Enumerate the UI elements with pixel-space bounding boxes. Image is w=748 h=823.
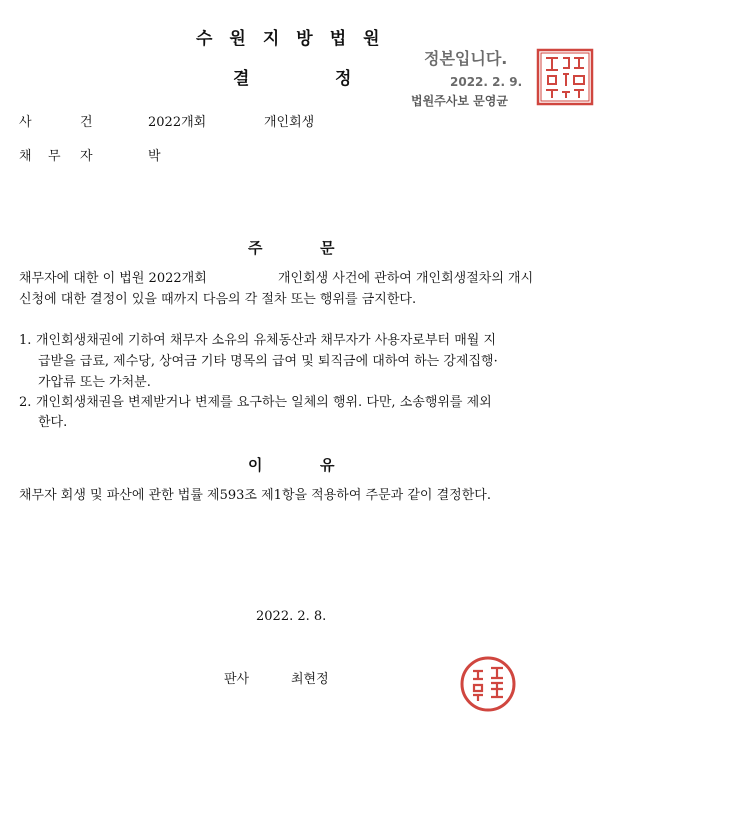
judge-seal-icon [459,655,517,713]
order-item2-line1: 개인회생채권을 변제받거나 변제를 요구하는 일체의 행위. 다만, 소송행위를 제외 [36,395,492,410]
court-name: 수원지방법원 [196,29,397,49]
document-title-second: 정 [335,69,352,89]
order-item1-line3: 가압류 또는 가처분. [38,375,151,390]
debtor-label-third: 자 [80,149,93,164]
order-title-second: 문 [320,239,335,257]
order-item1-number: 1. [19,333,32,348]
document-title-first: 결 [233,69,250,89]
debtor-label-first: 채 [19,149,32,164]
certified-copy-date: 2022. 2. 9. [450,75,523,89]
order-intro-line1-a: 채무자에 대한 이 법원 2022개회 [19,271,207,286]
debtor-name: 박 [148,149,161,164]
debtor-label-second: 무 [48,149,61,164]
order-item1-line1: 개인회생채권에 기하여 채무자 소유의 유체동산과 채무자가 사용자로부터 매월 지 [36,333,497,348]
order-title-first: 주 [248,239,263,257]
order-item2-number: 2. [19,395,32,410]
order-item2-line2: 한다. [38,415,68,430]
reason-text: 채무자 회생 및 파산에 관한 법률 제593조 제1항을 적용하여 주문과 같이 결정한다. [19,488,491,503]
judge-label: 판사 [224,672,250,687]
order-intro-line2: 신청에 대한 결정이 있을 때까지 다음의 각 절차 또는 행위를 금지한다. [19,292,417,307]
judge-name: 최현정 [291,672,329,687]
reason-title-first: 이 [248,456,263,474]
decision-date: 2022. 2. 8. [256,609,327,624]
certifying-clerk: 법원주사보 문영균 [411,94,508,108]
order-intro-line1-b: 개인회생 사건에 관하여 개인회생절차의 개시 [278,271,534,286]
court-seal-icon [536,48,594,106]
case-type: 개인회생 [264,115,315,130]
certified-copy-text: 정본입니다. [424,49,508,68]
case-label-second: 건 [80,115,93,130]
order-item1-line2: 급받을 급료, 제수당, 상여금 기타 명목의 급여 및 퇴직금에 대하여 하는 강제집행· [38,354,498,369]
reason-title-second: 유 [320,456,335,474]
case-label-first: 사 [19,115,32,130]
case-number: 2022개회 [148,115,207,130]
